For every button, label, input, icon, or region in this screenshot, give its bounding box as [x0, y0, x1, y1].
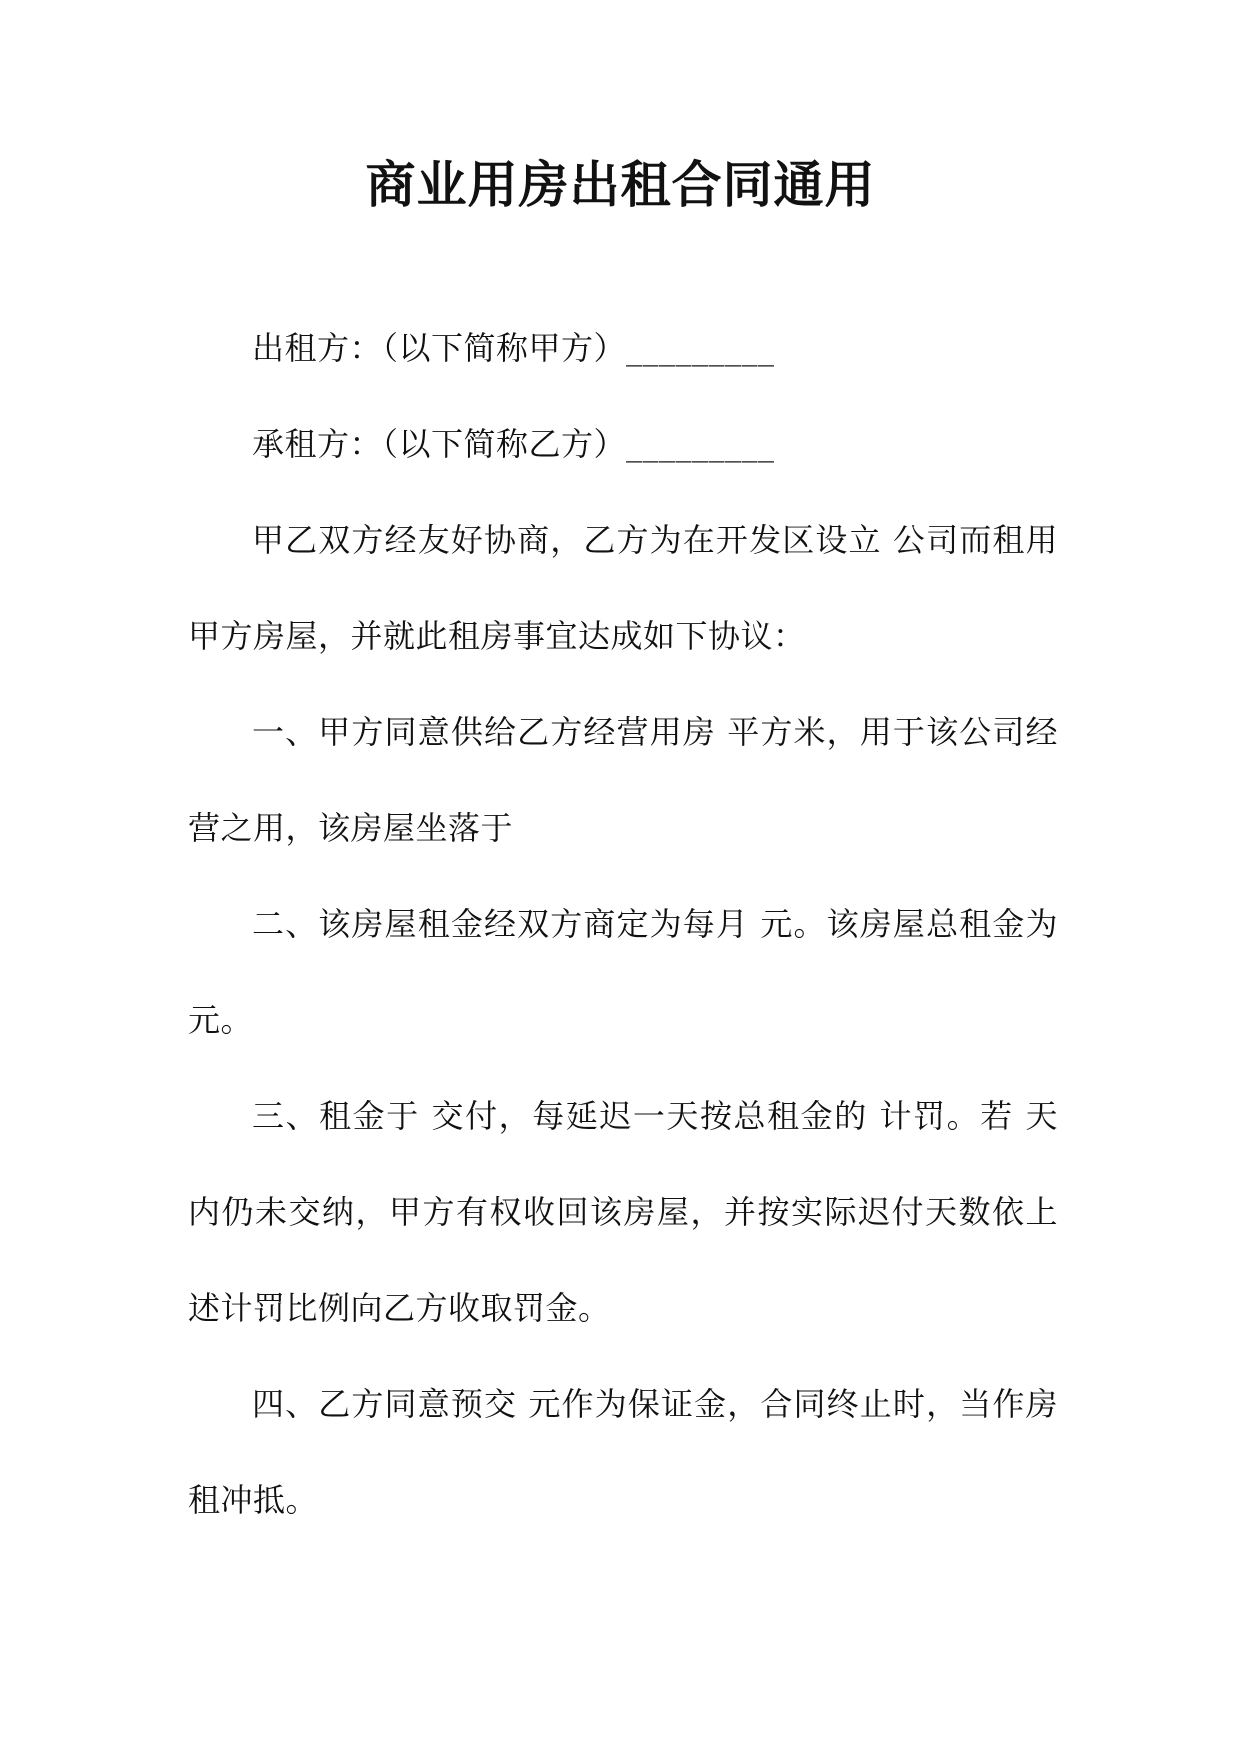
- document-title: 商业用房出租合同通用: [365, 155, 876, 214]
- paragraph-lessor: 出租方：（以下简称甲方）_________: [252, 329, 775, 367]
- paragraph-clause-3: 三、租金于 交付，每延迟一天按总租金的 计罚。若 天内仍未交纳，甲方有权收回该房屋，并按实际迟付天数依上述计罚比例向乙方收取罚金。: [188, 1097, 1058, 1327]
- paragraph-clause-4: 四、乙方同意预交 元作为保证金，合同终止时，当作房租冲抵。: [188, 1385, 1058, 1519]
- paragraph-lessee: 承租方：（以下简称乙方）_________: [252, 425, 775, 463]
- paragraph-clause-2: 二、该房屋租金经双方商定为每月 元。该房屋总租金为 元。: [188, 905, 1058, 1039]
- document-body: [188, 300, 1058, 1548]
- paragraph-preamble: 甲乙双方经友好协商，乙方为在开发区设立 公司而租用甲方房屋，并就此租房事宜达成如下协议：: [188, 521, 1058, 655]
- paragraph-clause-1: 一、甲方同意供给乙方经营用房 平方米，用于该公司经营之用，该房屋坐落于: [188, 713, 1058, 847]
